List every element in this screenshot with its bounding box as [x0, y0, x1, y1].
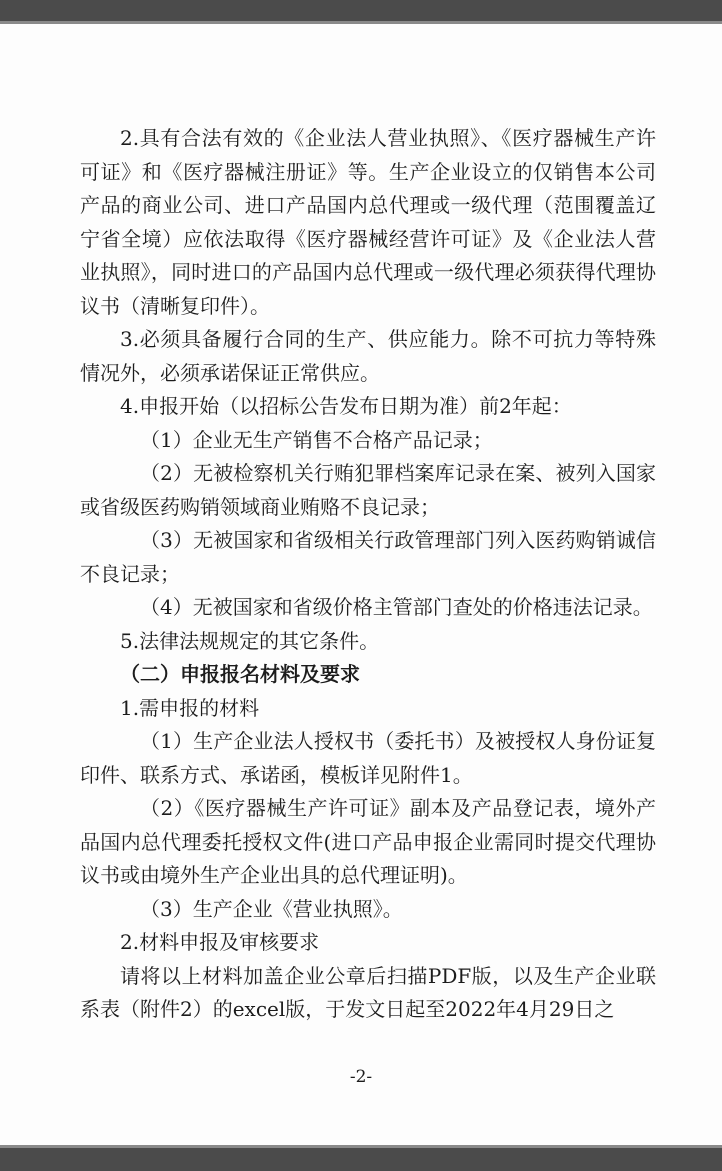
paragraph-requirement-2: 2.具有合法有效的《企业法人营业执照》、《医疗器械生产许可证》和《医疗器械注册证》等。生产企业设立的仅销售本公司产品的商业公司、进口产品国内总代理或一级代理（范围覆盖辽宁省全境）应依法取得《医疗器械经营许可证》及《企业法人营业执照》，同时进口的产品国内总代理或一级代理必须获得代理协议书（清晰复印件）。 [80, 126, 656, 318]
document-body [80, 122, 656, 1027]
page-number: -2- [349, 1067, 373, 1087]
section-heading-materials: （二）申报报名材料及要求 [120, 662, 360, 686]
subheading-materials-list: 1.需申报的材料 [120, 695, 260, 720]
paragraph-material-1: （1）生产企业法人授权书（委托书）及被授权人身份证复印件、联系方式、承诺函，模板详见附件1。 [80, 729, 656, 787]
subheading-review-requirements: 2.材料申报及审核要求 [120, 930, 320, 954]
paragraph-material-3: （3）生产企业《营业执照》。 [140, 896, 403, 921]
document-page [0, 24, 722, 1145]
scan-top-border [0, 0, 722, 24]
paragraph-requirement-4: 4.申报开始（以招标公告发布日期为准）前2年起： [120, 394, 572, 418]
scan-bottom-border [0, 1145, 722, 1171]
paragraph-requirement-3: 3.必须具备履行合同的生产、供应能力。除不可抗力等特殊情况外，必须承诺保证正常供应。 [80, 327, 656, 385]
paragraph-requirement-5: 5.法律法规规定的其它条件。 [120, 628, 380, 653]
paragraph-item-3: （3）无被国家和省级相关行政管理部门列入医药购销诚信不良记录； [80, 528, 656, 586]
paragraph-item-4: （4）无被国家和省级价格主管部门查处的价格违法记录。 [140, 595, 653, 619]
paragraph-item-1: （1）企业无生产销售不合格产品记录； [140, 427, 493, 452]
paragraph-submission-instructions: 请将以上材料加盖企业公章后扫描PDF版，以及生产企业联系表（附件2）的excel版，于发文日起至2022年4月29日之 [80, 963, 656, 1021]
paragraph-item-2: （2）无被检察机关行贿犯罪档案库记录在案、被列入国家或省级医药购销领域商业贿赂不良记录； [80, 461, 656, 519]
paragraph-material-2: （2）《医疗器械生产许可证》副本及产品登记表，境外产品国内总代理委托授权文件(进口产品申报企业需同时提交代理协议书或由境外生产企业出具的总代理证明)。 [80, 796, 656, 887]
